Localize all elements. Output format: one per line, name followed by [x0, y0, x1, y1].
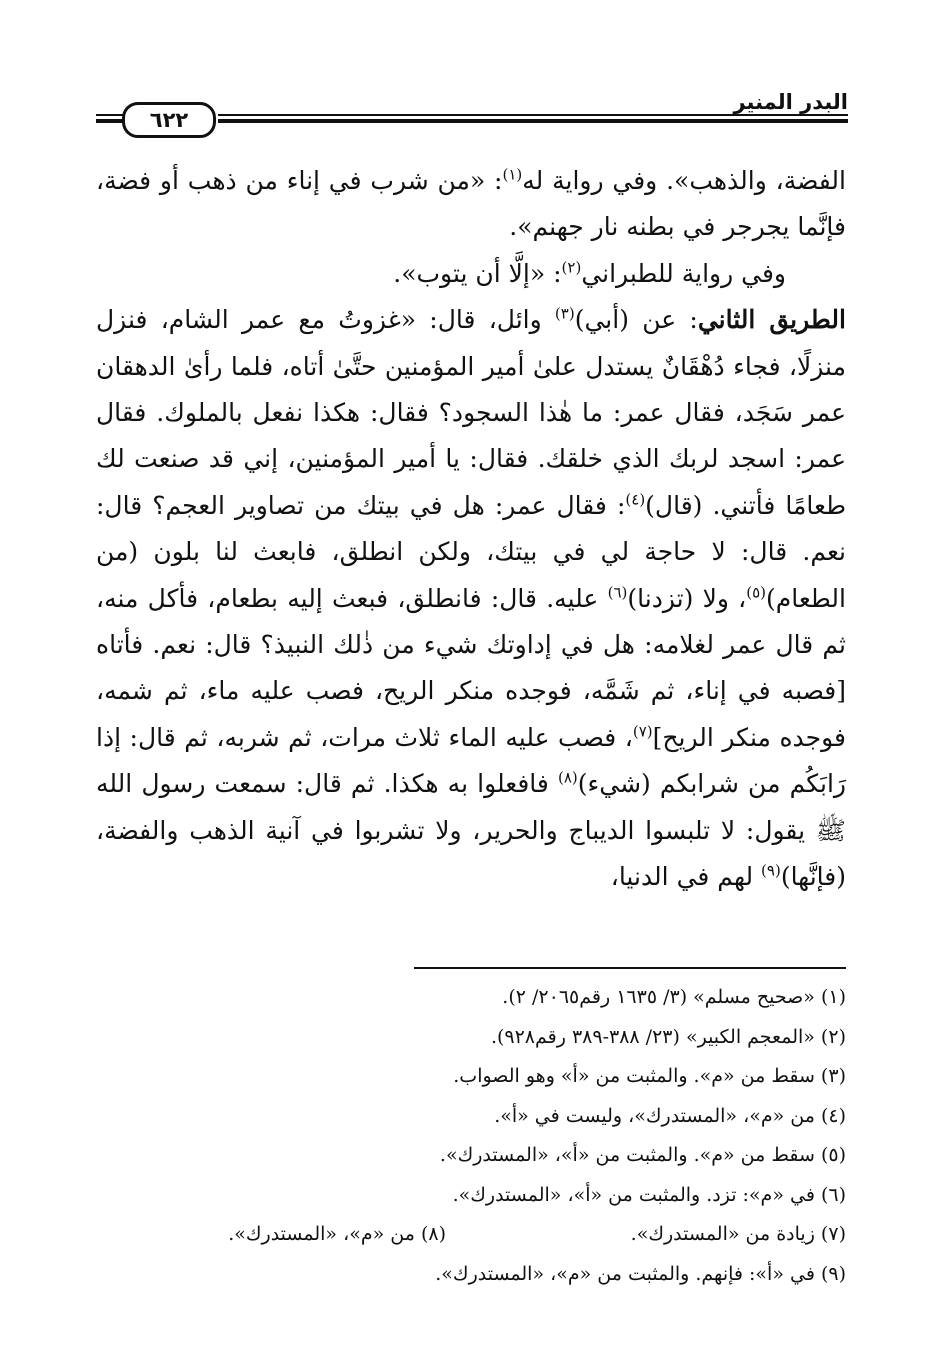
footnote-6: (٦) في «م»: تزد. والمثبت من «أ»، «المستدرك».	[452, 1183, 846, 1206]
header-rule-thick	[218, 119, 848, 123]
text-run: : فقال عمر: هل في بيتك من تصاوير العجم؟ قال: نعم. قال: لا حاجة لي في بيتك، ولكن انطلق، فابعث لنا بلون (من الطعام)	[96, 490, 846, 613]
text-run: وائل، قال: «غزوتُ مع عمر الشام، فنزل منزلًا، فجاء دُهْقَانٌ يستدل علىٰ أمير المؤمنين حتَّىٰ أتاه، فلما رأىٰ الدهقان عمر سَجَد، فقال عمر: ما هٰذا السجود؟ فقال: هكذا نفعل بالملوك. فقال عمر: اسجد لربك الذي خلقك. فقال: يا أمير المؤمنين، إني قد صنعت لك طعامًا فأتني. (قال)	[96, 305, 846, 520]
footnote-2: (٢) «المعجم الكبير» (٢٣/ ٣٨٨-٣٨٩ رقم٩٢٨).	[490, 1025, 846, 1048]
footnote-ref-9: (٩)	[761, 861, 781, 880]
page-number-tail-thick	[96, 119, 124, 123]
text-run: : «إلَّا أن يتوب».	[393, 258, 562, 288]
footnote-9: (٩) في «أ»: فإنهم. والمثبت من «م»، «المستدرك».	[435, 1262, 846, 1285]
main-text	[96, 158, 846, 901]
footnote-1: (١) «صحيح مسلم» (٣/ ١٦٣٥ رقم٢٠٦٥/ ٢).	[502, 986, 846, 1008]
paragraph-1	[96, 158, 846, 251]
footnote-ref-8: (٨)	[557, 768, 578, 787]
footnote-separator	[414, 967, 846, 969]
footnote-7: (٧) زيادة من «المستدرك».	[630, 1223, 846, 1245]
running-title: البدر المنير	[733, 90, 848, 114]
footnote-5: (٥) سقط من «م». والمثبت من «أ»، «المستدرك».	[439, 1144, 846, 1166]
footnote-4: (٤) من «م»، «المستدرك»، وليست في «أ».	[494, 1104, 846, 1127]
footnote-ref-3: (٣)	[554, 304, 575, 323]
page-number-tail-thin	[96, 114, 124, 116]
page-number: ٦٢٢	[122, 102, 216, 138]
footnote-row-7-8	[96, 1215, 846, 1255]
text-run: : عن (أبي)	[574, 305, 698, 335]
header-rule-thin	[218, 114, 848, 116]
text-run: فافعلوا به هكذا. ثم قال: سمعت رسول الله ﷺ يقول: لا تلبسوا الديباج والحرير، ولا تشربوا في آنية الذهب والفضة، (فإنَّها)	[96, 769, 846, 892]
footnote-ref-5: (٥)	[746, 583, 767, 602]
footnote-ref-1: (١)	[502, 165, 523, 184]
section-lead: الطريق الثاني	[697, 305, 847, 335]
text-run: ، ولا (تزدنا)	[627, 583, 747, 613]
text-run: : «من شرب في إناء من ذهب أو فضة، فإنَّما يجرجر في بطنه نار جهنم».	[96, 166, 846, 242]
footnote-ref-7: (٧)	[632, 722, 653, 741]
text-run: وفي رواية للطبراني	[581, 258, 786, 288]
text-run: لهم في الدنيا،	[610, 862, 762, 892]
text-run: ، فصب عليه الماء ثلاث مرات، ثم شربه، ثم قال: إذا رَابَكُم من شرابكم (شيء)	[96, 722, 846, 799]
footnotes	[96, 978, 846, 1294]
footnote-ref-4: (٤)	[625, 490, 646, 509]
footnote-3: (٣) سقط من «م». والمثبت من «أ» وهو الصواب.	[453, 1065, 846, 1087]
footnote-8: (٨) من «م»، «المستدرك».	[228, 1223, 446, 1245]
footnote-ref-2: (٢)	[561, 258, 582, 277]
footnote-ref-6: (٦)	[607, 583, 628, 602]
page-header	[96, 84, 848, 132]
text-run: عليه. قال: فانطلق، فبعث إليه بطعام، فأكل منه، ثم قال عمر لغلامه: هل في إداوتك شيء من ذٰلك النبيذ؟ قال: نعم. فأتاه [فصبه في إناء، ثم شَمَّه، فوجده منكر الريح، فصب عليه ماء، ثم شمه، فوجده منكر الريح]	[96, 583, 846, 752]
text-run: الفضة، والذهب». وفي رواية له	[522, 166, 846, 195]
paragraph-2	[96, 251, 846, 297]
paragraph-3	[96, 297, 846, 900]
